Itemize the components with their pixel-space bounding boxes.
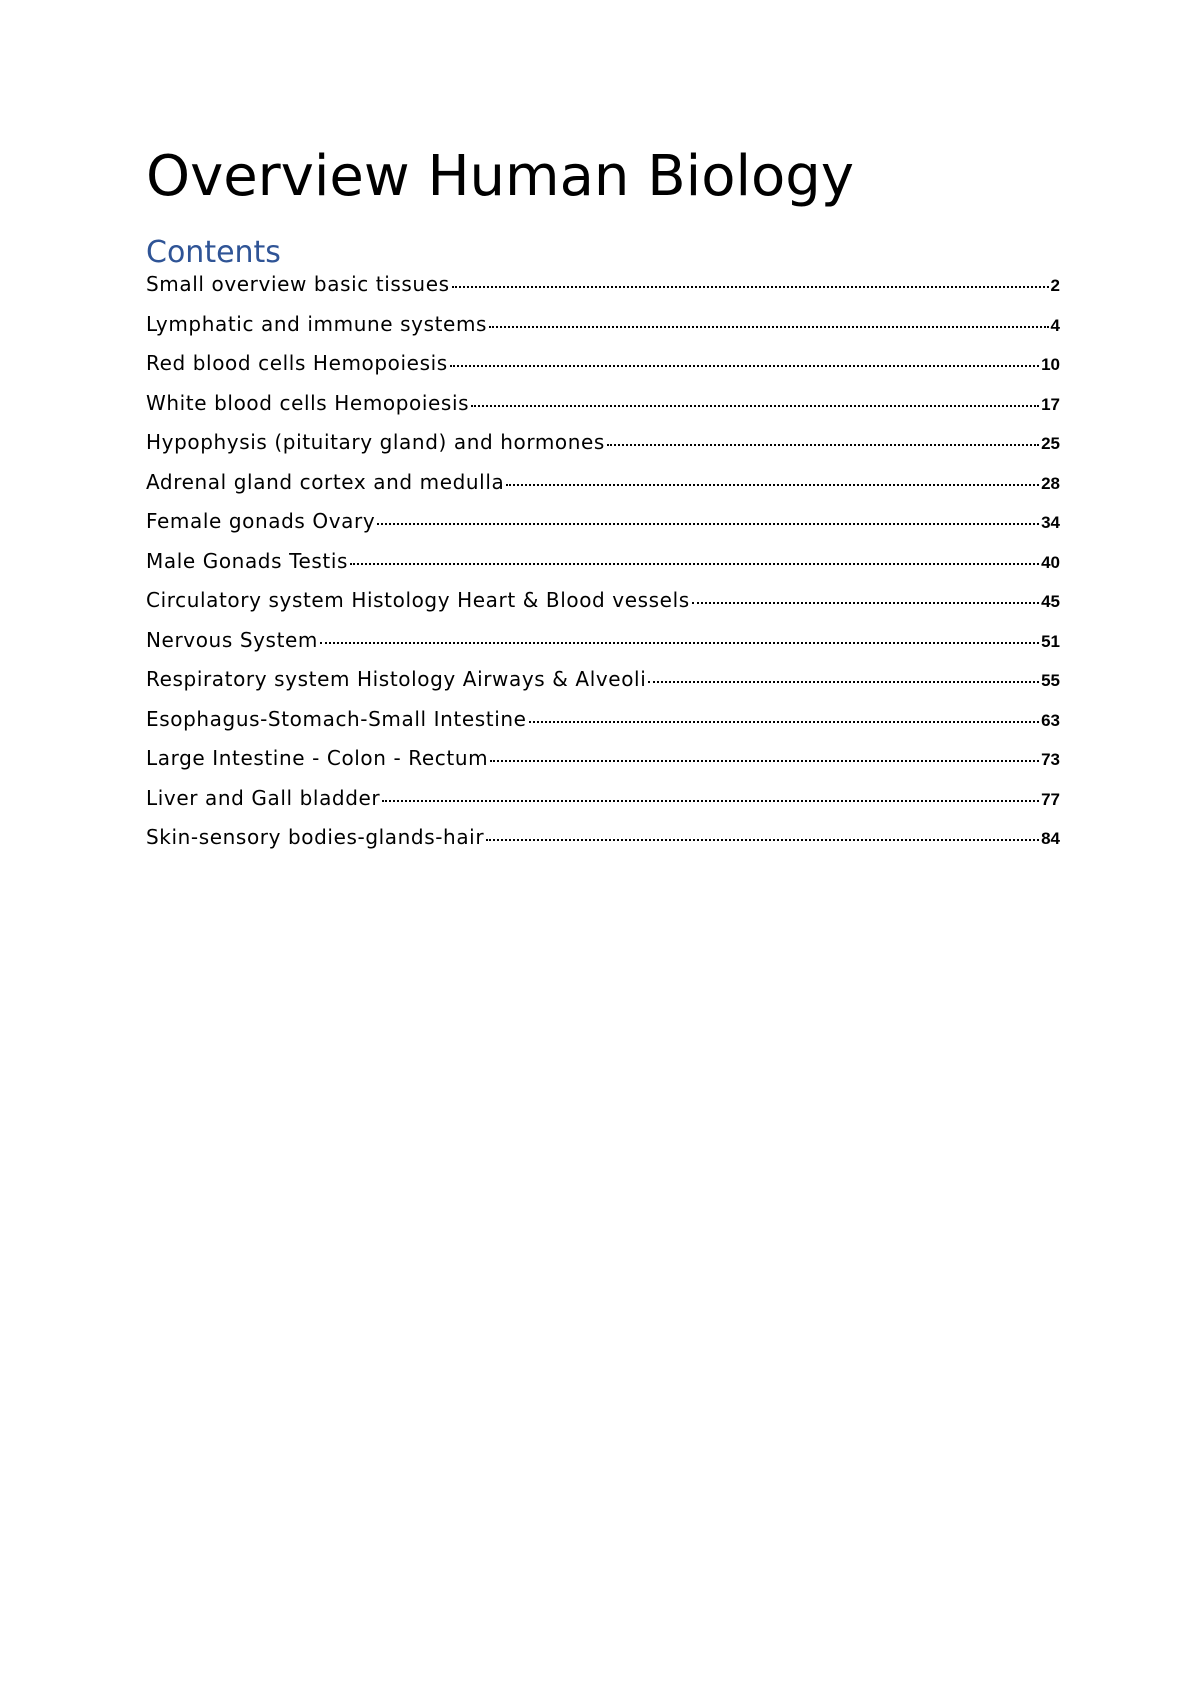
toc-entry-label: Small overview basic tissues xyxy=(146,272,450,296)
toc-dot-leader xyxy=(382,800,1039,802)
toc-page-number: 51 xyxy=(1041,631,1060,651)
toc-page-number: 34 xyxy=(1041,513,1060,532)
toc-page-number: 45 xyxy=(1041,592,1060,611)
toc-dot-leader xyxy=(648,681,1039,683)
toc-entry[interactable] xyxy=(146,746,1060,786)
toc-dot-leader xyxy=(350,563,1039,565)
table-of-contents xyxy=(146,272,1060,865)
toc-dot-leader xyxy=(607,444,1039,446)
toc-page-number: 28 xyxy=(1041,473,1060,493)
toc-entry[interactable] xyxy=(146,588,1060,628)
toc-page-number: 84 xyxy=(1041,829,1060,848)
toc-dot-leader xyxy=(320,642,1039,644)
toc-dot-leader xyxy=(490,760,1039,762)
toc-entry-label: Female gonads Ovary xyxy=(146,509,376,533)
toc-entry[interactable] xyxy=(146,312,1060,352)
toc-entry-label: Hypophysis (pituitary gland) and hormones xyxy=(146,430,605,454)
toc-entry-label: Esophagus-Stomach-Small Intestine xyxy=(146,706,527,731)
toc-page-number: 10 xyxy=(1041,355,1060,374)
toc-entry[interactable] xyxy=(146,549,1060,589)
toc-page-number: 2 xyxy=(1050,276,1060,295)
toc-entry[interactable] xyxy=(146,509,1060,549)
toc-dot-leader xyxy=(506,484,1039,486)
toc-dot-leader xyxy=(450,365,1039,367)
toc-entry[interactable] xyxy=(146,628,1060,668)
toc-entry[interactable] xyxy=(146,391,1060,431)
toc-page-number: 17 xyxy=(1041,394,1060,414)
toc-entry-label: Respiratory system Histology Airways & Alveoli xyxy=(146,667,647,691)
toc-dot-leader xyxy=(452,286,1049,288)
toc-page-number: 63 xyxy=(1041,710,1060,730)
toc-entry-label: Lymphatic and immune systems xyxy=(146,311,488,336)
toc-page-number: 25 xyxy=(1041,434,1060,453)
toc-page-number: 4 xyxy=(1050,315,1060,335)
toc-entry-label: Skin-sensory bodies-glands-hair xyxy=(146,825,485,849)
toc-dot-leader xyxy=(529,721,1040,723)
toc-dot-leader xyxy=(486,839,1039,841)
toc-dot-leader xyxy=(489,326,1048,328)
toc-entry[interactable] xyxy=(146,351,1060,391)
toc-entry-label: Red blood cells Hemopoiesis xyxy=(146,351,448,375)
toc-entry[interactable] xyxy=(146,272,1060,312)
toc-dot-leader xyxy=(471,405,1039,407)
document-title: Overview Human Biology xyxy=(146,144,854,209)
toc-entry[interactable] xyxy=(146,430,1060,470)
toc-entry[interactable] xyxy=(146,786,1060,826)
toc-entry[interactable] xyxy=(146,825,1060,865)
toc-page-number: 73 xyxy=(1041,750,1060,769)
toc-dot-leader xyxy=(377,523,1039,525)
toc-entry-label: Nervous System xyxy=(146,627,318,652)
toc-dot-leader xyxy=(692,602,1039,604)
toc-entry-label: Large Intestine - Colon - Rectum xyxy=(146,746,489,770)
toc-entry-label: Male Gonads Testis xyxy=(146,548,349,573)
toc-entry-label: White blood cells Hemopoiesis xyxy=(146,390,470,415)
toc-page-number: 40 xyxy=(1041,552,1060,572)
toc-page-number: 55 xyxy=(1041,671,1060,690)
contents-heading: Contents xyxy=(146,235,281,270)
toc-entry[interactable] xyxy=(146,667,1060,707)
toc-entry-label: Adrenal gland cortex and medulla xyxy=(146,469,505,494)
toc-entry[interactable] xyxy=(146,707,1060,747)
toc-entry-label: Circulatory system Histology Heart & Blood vessels xyxy=(146,588,690,612)
toc-page-number: 77 xyxy=(1041,789,1060,809)
toc-entry-label: Liver and Gall bladder xyxy=(146,785,381,810)
toc-entry[interactable] xyxy=(146,470,1060,510)
